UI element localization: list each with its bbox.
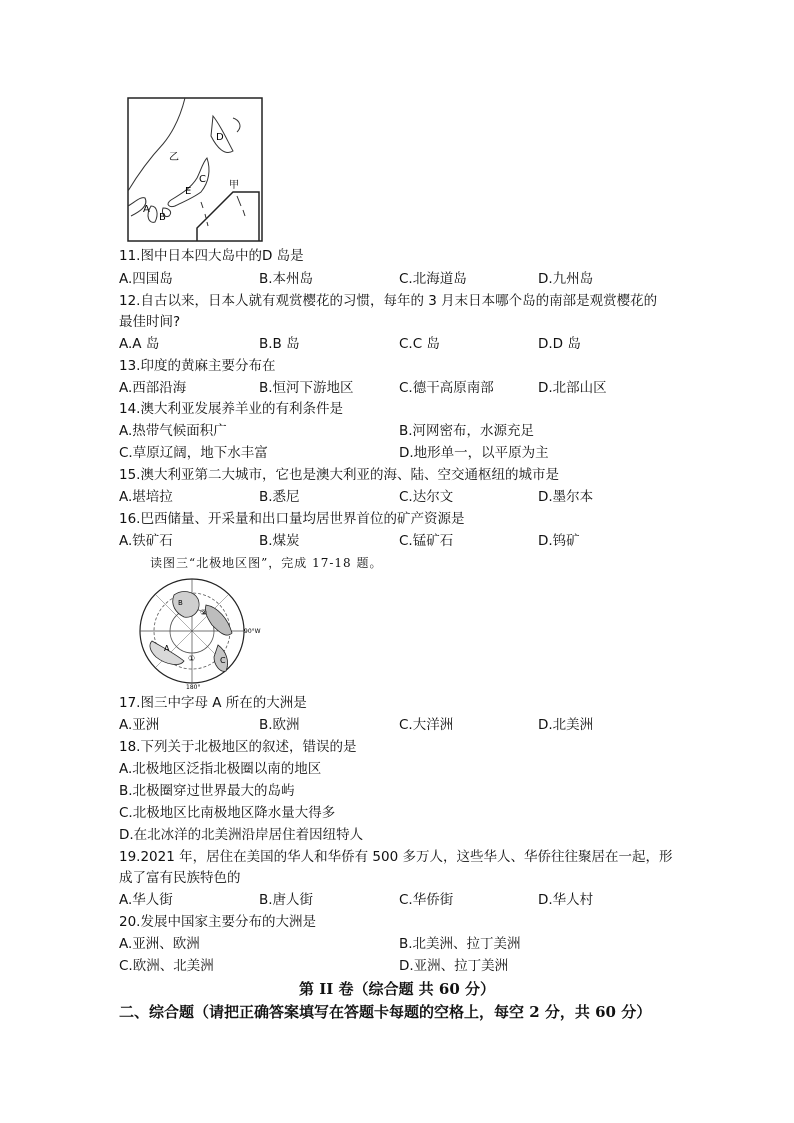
q12-option-d: D.D 岛 [538,336,581,352]
arctic-map-figure [122,575,272,690]
q14-option-c: C.草原辽阔，地下水丰富 [119,445,268,461]
japan-map-figure [125,96,265,244]
map-label-c: C [199,174,206,185]
q20-option-a: A.亚洲、欧洲 [119,936,200,952]
q11-option-a: A.四国岛 [119,271,173,287]
q11-option-b: B.本州岛 [259,271,314,287]
map-label-jia: 甲 [229,180,239,191]
arctic-label-circle1: ① [188,654,196,663]
q13-stem: 13.印度的黄麻主要分布在 [119,358,276,374]
arctic-label-lon-s: 180° [186,684,201,690]
q13-option-c: C.德干高原南部 [399,380,494,396]
arctic-label-lon-w: 90°W [244,628,261,635]
q13-option-a: A.西部沿海 [119,380,187,396]
q12-stem-cont: 最佳时间? [119,314,181,330]
q17-option-a: A.亚洲 [119,717,160,733]
q18-option-d: D.在北冰洋的北美洲沿岸居住着因纽特人 [119,827,364,843]
q20-option-c: C.欧洲、北美洲 [119,958,214,974]
q15-option-b: B.悉尼 [259,489,300,505]
figure-note: 读图三“北极地区图”，完成 17-18 题。 [150,556,383,570]
map-label-b: B [159,212,166,223]
q16-stem: 16.巴西储量、开采量和出口量均居世界首位的矿产资源是 [119,511,465,527]
q16-option-a: A.铁矿石 [119,533,173,549]
q18-option-a: A.北极地区泛指北极圈以南的地区 [119,761,322,777]
q12-option-c: C.C 岛 [399,336,440,352]
q18-stem: 18.下列关于北极地区的叙述，错误的是 [119,739,357,755]
q20-option-b: B.北美洲、拉丁美洲 [399,936,521,952]
q15-stem: 15.澳大利亚第二大城市，它也是澳大利亚的海、陆、空交通枢纽的城市是 [119,467,559,483]
map-label-e: E [185,186,192,197]
arctic-label-circle2: ② [200,608,208,617]
map-label-d: D [216,132,224,143]
arctic-label-c: C [220,656,226,665]
q11-option-c: C.北海道岛 [399,271,467,287]
q16-option-c: C.锰矿石 [399,533,454,549]
q13-option-d: D.北部山区 [538,380,607,396]
q12-option-a: A.A 岛 [119,336,160,352]
q19-option-d: D.华人村 [538,892,594,908]
q14-stem: 14.澳大利亚发展养羊业的有利条件是 [119,401,343,417]
arctic-label-a: A [164,644,170,653]
q12-option-b: B.B 岛 [259,336,300,352]
q14-option-b: B.河网密布，水源充足 [399,423,535,439]
q14-option-d: D.地形单一，以平原为主 [399,445,549,461]
q18-option-b: B.北极圈穿过世界最大的岛屿 [119,783,295,799]
q15-option-c: C.达尔文 [399,489,454,505]
q14-option-a: A.热带气候面积广 [119,423,227,439]
section-2-heading: 二、综合题（请把正确答案填写在答题卡每题的空格上，每空 2 分，共 60 分） [119,1003,652,1021]
q19-option-b: B.唐人街 [259,892,314,908]
q12-stem: 12.自古以来，日本人就有观赏樱花的习惯，每年的 3 月末日本哪个岛的南部是观赏樱花的 [119,293,658,309]
map-label-a: A [143,204,150,215]
section-2-title: 第 II 卷（综合题 共 60 分） [298,980,496,998]
q17-option-d: D.北美洲 [538,717,594,733]
q17-option-c: C.大洋洲 [399,717,454,733]
q17-stem: 17.图三中字母 A 所在的大洲是 [119,695,307,711]
arctic-label-b: B [178,599,183,607]
q20-option-d: D.亚洲、拉丁美洲 [399,958,509,974]
q19-option-a: A.华人街 [119,892,173,908]
q19-stem: 19.2021 年，居住在美国的华人和华侨有 500 多万人，这些华人、华侨往往聚居在一起，形 [119,849,673,865]
q16-option-d: D.钨矿 [538,533,580,549]
q15-option-a: A.堪培拉 [119,489,173,505]
q19-option-c: C.华侨街 [399,892,454,908]
q19-stem-cont: 成了富有民族特色的 [119,870,241,886]
q17-option-b: B.欧洲 [259,717,300,733]
q16-option-b: B.煤炭 [259,533,300,549]
q13-option-b: B.恒河下游地区 [259,380,354,396]
q11-stem: 11.图中日本四大岛中的D 岛是 [119,248,304,264]
q15-option-d: D.墨尔本 [538,489,594,505]
q20-stem: 20.发展中国家主要分布的大洲是 [119,914,316,930]
map-label-yi: 乙 [169,152,179,163]
q11-option-d: D.九州岛 [538,271,594,287]
q18-option-c: C.北极地区比南极地区降水量大得多 [119,805,336,821]
